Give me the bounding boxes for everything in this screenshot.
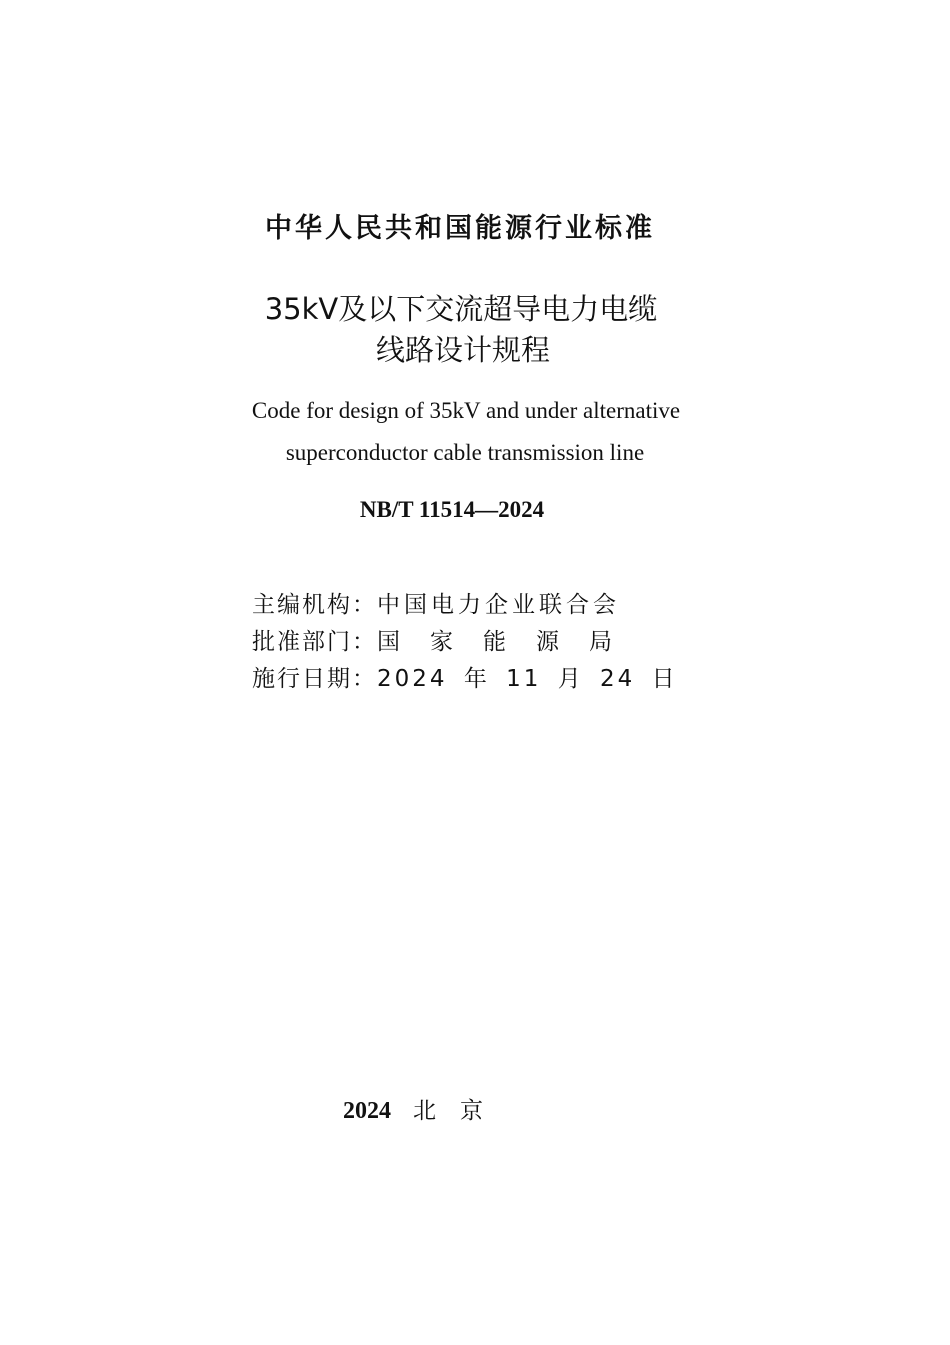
info-label-editor: 主编机构：	[252, 592, 377, 618]
info-value-effective-date: 2024 年 11 月 24 日	[377, 666, 678, 692]
issuing-authority: 中华人民共和国能源行业标准	[265, 213, 655, 244]
chinese-title-line-2: 线路设计规程	[375, 333, 550, 367]
info-row-editor	[252, 586, 620, 619]
info-row-effective-date	[252, 660, 678, 693]
standard-code: NB/T 11514—2024	[359, 497, 545, 522]
info-value-approver: 国家能源局	[377, 629, 642, 655]
english-title-line-1: Code for design of 35kV and under alternative	[251, 398, 681, 423]
info-label-approver: 批准部门：	[252, 629, 377, 655]
chinese-title-line-1: 35kV及以下交流超导电力电缆	[264, 292, 658, 326]
info-label-effective-date: 施行日期：	[252, 666, 377, 692]
imprint-year: 2024	[343, 1098, 391, 1124]
imprint	[343, 1092, 507, 1125]
imprint-city: 北京	[413, 1098, 507, 1124]
info-value-editor: 中国电力企业联合会	[377, 592, 620, 618]
info-row-approver	[252, 623, 642, 656]
english-title-line-2: superconductor cable transmission line	[285, 440, 645, 465]
